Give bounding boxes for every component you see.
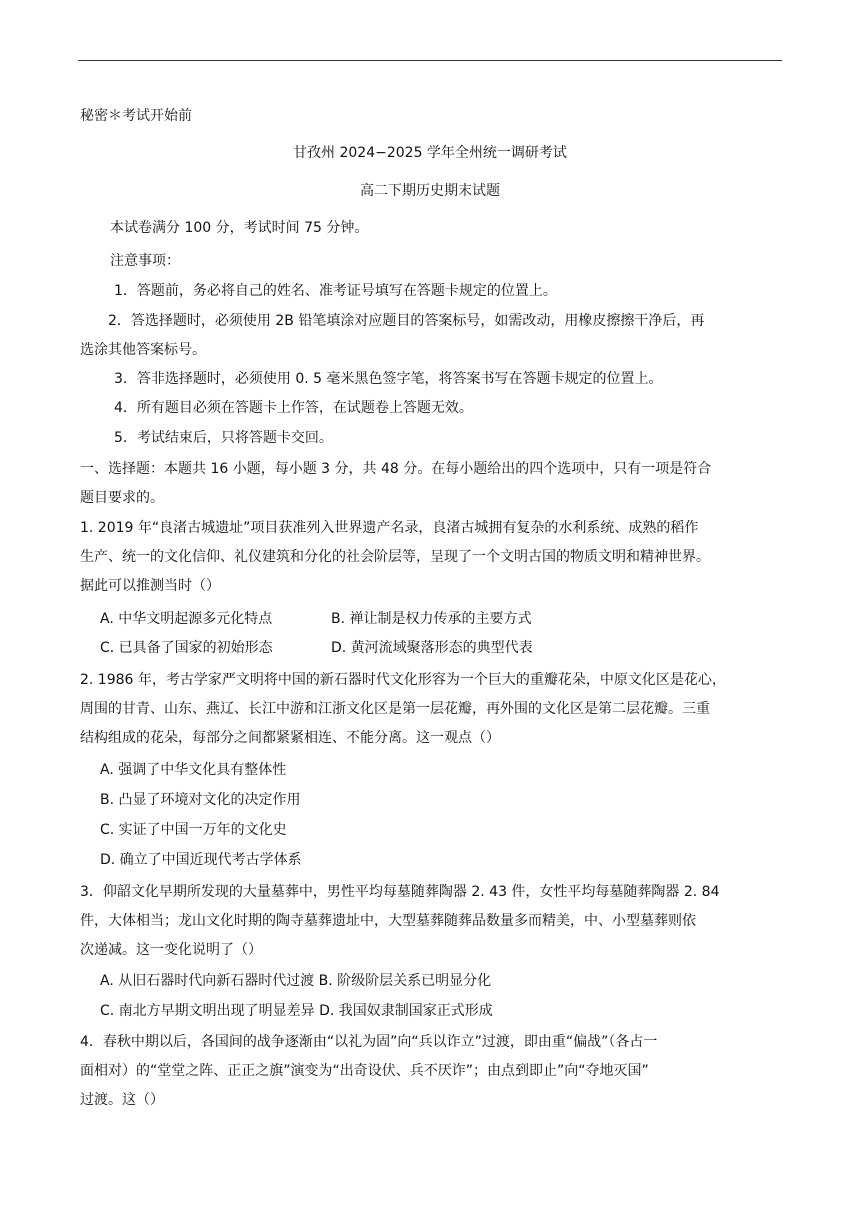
q3-line-3: 次递减。这一变化说明了（） (80, 942, 262, 958)
section-1-line-2: 题目要求的。 (80, 490, 164, 506)
q2-option-a: A. 强调了中华文化具有整体性 (100, 762, 287, 778)
q4-line-2: 面相对）的“堂堂之阵、正正之旗”演变为“出奇设伏、兵不厌诈”；由点到即止”向“夺地灭国” (80, 1063, 649, 1079)
q3-options-cd: C. 南北方早期文明出现了明显差异 D. 我国奴隶制国家正式形成 (100, 1003, 493, 1019)
notes-heading: 注意事项： (110, 253, 180, 269)
section-1-line-1: 一、选择题：本题共 16 小题，每小题 3 分，共 48 分。在每小题给出的四个选项中，只有一项是符合 (80, 461, 712, 477)
q1-option-d: D. 黄河流域聚落形态的典型代表 (331, 640, 533, 656)
q2-line-3: 结构组成的花朵，每部分之间都紧紧相连、不能分离。这一观点（） (80, 730, 500, 746)
q3-line-2: 件，大体相当；龙山文化时期的陶寺墓葬遗址中，大型墓葬随葬品数量多而精美，中、小型墓葬则依 (80, 913, 696, 929)
exam-title: 甘孜州 2024−2025 学年全州统一调研考试 (293, 145, 567, 161)
note-2-line-1: 2．答选择题时，必须使用 2B 铅笔填涂对应题目的答案标号，如需改动，用橡皮擦擦干净后，再 (108, 313, 705, 329)
note-5: 5．考试结束后，只将答题卡交回。 (114, 430, 333, 446)
header-rule (78, 60, 782, 61)
q1-line-3: 据此可以推测当时（） (80, 578, 220, 594)
q1-option-a: A. 中华文明起源多元化特点 (100, 611, 273, 627)
note-1: 1．答题前，务必将自己的姓名、准考证号填写在答题卡规定的位置上。 (114, 283, 557, 299)
paper-title: 高二下期历史期末试题 (360, 183, 500, 199)
q3-options-ab: A. 从旧石器时代向新石器时代过渡 B. 阶级阶层关系已明显分化 (100, 973, 492, 989)
q2-line-1: 2. 1986 年，考古学家严文明将中国的新石器时代文化形容为一个巨大的重瓣花朵，中原文化区是花心， (80, 672, 726, 688)
q1-line-2: 生产、统一的文化信仰、礼仪建筑和分化的社会阶层等，呈现了一个文明古国的物质文明和精神世界。 (80, 549, 710, 565)
q1-line-1: 1. 2019 年“良渚古城遗址”项目获准列入世界遗产名录，良渚古城拥有复杂的水利系统、成熟的稻作 (80, 520, 699, 536)
q2-option-d: D. 确立了中国近现代考古学体系 (100, 852, 302, 868)
q2-option-c: C. 实证了中国一万年的文化史 (100, 822, 287, 838)
q4-line-1: 4．春秋中期以后，各国间的战争逐渐由“以礼为固”向“兵以诈立”过渡，即由重“偏战”（各占一 (80, 1034, 658, 1050)
q1-option-c: C. 已具备了国家的初始形态 (100, 640, 273, 656)
note-4: 4．所有题目必须在答题卡上作答，在试题卷上答题无效。 (114, 400, 473, 416)
q1-option-b: B. 禅让制是权力传承的主要方式 (331, 611, 532, 627)
note-2-line-2: 选涂其他答案标号。 (80, 342, 206, 358)
note-3: 3．答非选择题时，必须使用 0. 5 毫米黑色签字笔，将答案书写在答题卡规定的位置上。 (114, 371, 663, 387)
score-time-text: 本试卷满分 100 分，考试时间 75 分钟。 (110, 220, 369, 236)
confidential-label: 秘密＊考试开始前 (80, 108, 192, 124)
q2-line-2: 周围的甘青、山东、燕辽、长江中游和江浙文化区是第一层花瓣，再外围的文化区是第二层花瓣。三重 (80, 701, 710, 717)
q3-line-1: 3．仰韶文化早期所发现的大量墓葬中，男性平均每墓随葬陶器 2. 43 件，女性平均每墓随葬陶器 2. 84 (80, 884, 720, 900)
q2-option-b: B. 凸显了环境对文化的决定作用 (100, 792, 301, 808)
q4-line-3: 过渡。这（） (80, 1092, 164, 1108)
